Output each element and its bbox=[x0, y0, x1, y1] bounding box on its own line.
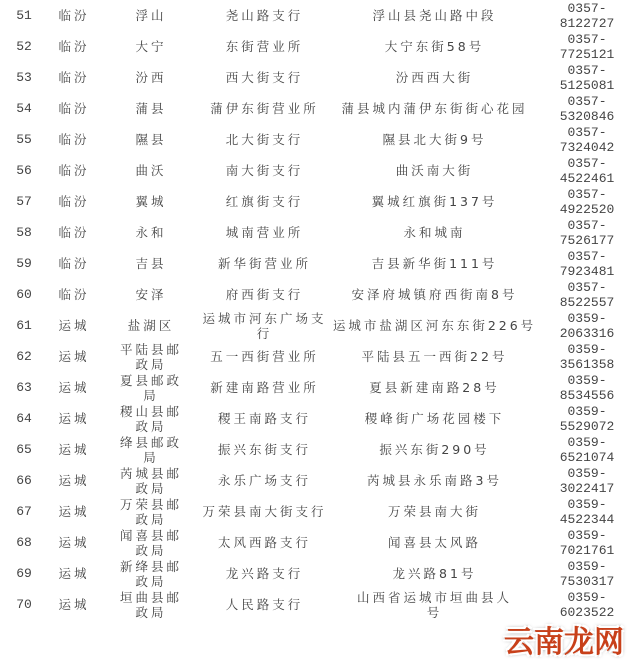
phone-number: 5320846 bbox=[559, 108, 615, 124]
address-cell bbox=[327, 434, 542, 465]
city-cell: 运城 bbox=[58, 318, 90, 333]
phone-cell bbox=[542, 465, 632, 496]
row-number: 65 bbox=[16, 442, 32, 457]
row-number: 63 bbox=[16, 380, 32, 395]
address-cell bbox=[327, 310, 542, 341]
table-row bbox=[0, 186, 632, 217]
table-row bbox=[0, 279, 632, 310]
phone-area: 0359- bbox=[567, 589, 607, 605]
county-cell bbox=[100, 155, 202, 186]
phone-number: 4522461 bbox=[559, 170, 615, 186]
phone-number: 6023522 bbox=[559, 604, 615, 620]
phone-area: 0357- bbox=[567, 0, 607, 16]
table-row bbox=[0, 403, 632, 434]
phone-cell bbox=[542, 124, 632, 155]
county-cell bbox=[100, 62, 202, 93]
phone-area: 0357- bbox=[567, 62, 607, 78]
city-cell: 运城 bbox=[58, 566, 90, 581]
phone-number: 7923481 bbox=[559, 263, 615, 279]
phone-area: 0357- bbox=[567, 93, 607, 109]
phone-cell bbox=[542, 527, 632, 558]
branch-cell: 城南营业所 bbox=[225, 225, 304, 240]
address-text-line2: 号 bbox=[426, 604, 443, 620]
branch-cell: 振兴东街支行 bbox=[217, 442, 311, 457]
table-row bbox=[0, 496, 632, 527]
address-cell bbox=[327, 93, 542, 124]
city-cell: 临汾 bbox=[58, 132, 90, 147]
table-row bbox=[0, 62, 632, 93]
city-cell: 运城 bbox=[58, 535, 90, 550]
table-row bbox=[0, 310, 632, 341]
table-row bbox=[0, 589, 632, 620]
phone-cell bbox=[542, 93, 632, 124]
row-number: 64 bbox=[16, 411, 32, 426]
address-cell bbox=[327, 527, 542, 558]
city-cell: 运城 bbox=[58, 380, 90, 395]
county-text: 绛县邮政局 bbox=[119, 434, 182, 465]
county-text: 安泽 bbox=[135, 287, 167, 302]
phone-cell bbox=[542, 341, 632, 372]
phone-number: 6521074 bbox=[559, 449, 615, 465]
address-text: 大宁东街58号 bbox=[384, 39, 485, 54]
phone-area: 0359- bbox=[567, 496, 607, 512]
address-text: 龙兴路81号 bbox=[392, 566, 477, 581]
city-cell: 临汾 bbox=[58, 194, 90, 209]
address-text: 万荣县南大街 bbox=[387, 504, 481, 519]
row-number: 60 bbox=[16, 287, 32, 302]
phone-area: 0359- bbox=[567, 434, 607, 450]
phone-cell bbox=[542, 310, 632, 341]
phone-cell bbox=[542, 155, 632, 186]
table-row bbox=[0, 465, 632, 496]
phone-number: 8122727 bbox=[559, 15, 615, 31]
county-cell bbox=[100, 403, 202, 434]
county-text: 蒲县 bbox=[135, 101, 167, 116]
county-cell bbox=[100, 186, 202, 217]
address-text: 运城市盐湖区河东东街226号 bbox=[332, 318, 537, 333]
phone-area: 0359- bbox=[567, 310, 607, 326]
county-cell bbox=[100, 558, 202, 589]
county-text: 翼城 bbox=[135, 194, 167, 209]
branch-cell: 新建南路营业所 bbox=[210, 380, 319, 395]
phone-number: 8522557 bbox=[559, 294, 615, 310]
phone-area: 0359- bbox=[567, 372, 607, 388]
phone-number: 7324042 bbox=[559, 139, 615, 155]
city-cell: 临汾 bbox=[58, 39, 90, 54]
table-row bbox=[0, 558, 632, 589]
address-text: 曲沃南大街 bbox=[395, 163, 474, 178]
county-text: 汾西 bbox=[135, 70, 167, 85]
address-text: 浮山县尧山路中段 bbox=[372, 8, 497, 23]
address-text: 夏县新建南路28号 bbox=[369, 380, 500, 395]
branch-cell: 北大街支行 bbox=[225, 132, 304, 147]
city-cell: 运城 bbox=[58, 442, 90, 457]
county-text: 万荣县邮政局 bbox=[119, 496, 182, 527]
phone-cell bbox=[542, 496, 632, 527]
row-number: 67 bbox=[16, 504, 32, 519]
branch-cell: 府西街支行 bbox=[225, 287, 304, 302]
phone-number: 4522344 bbox=[559, 511, 615, 527]
city-cell: 运城 bbox=[58, 597, 90, 612]
branch-cell: 稷王南路支行 bbox=[217, 411, 311, 426]
address-text: 隰县北大街9号 bbox=[382, 132, 487, 147]
branch-cell: 永乐广场支行 bbox=[217, 473, 311, 488]
county-cell bbox=[100, 310, 202, 341]
branch-cell: 太风西路支行 bbox=[217, 535, 311, 550]
address-cell bbox=[327, 62, 542, 93]
address-cell bbox=[327, 0, 542, 31]
address-text: 吉县新华街111号 bbox=[371, 256, 498, 271]
county-text: 新绛县邮政局 bbox=[119, 558, 182, 589]
address-cell bbox=[327, 186, 542, 217]
phone-area: 0357- bbox=[567, 124, 607, 140]
branch-cell: 运城市河东广场支行 bbox=[202, 310, 327, 341]
address-cell bbox=[327, 155, 542, 186]
branch-cell: 龙兴路支行 bbox=[225, 566, 304, 581]
address-text: 芮城县永乐南路3号 bbox=[367, 473, 502, 488]
table-row bbox=[0, 434, 632, 465]
phone-cell bbox=[542, 558, 632, 589]
city-cell: 运城 bbox=[58, 504, 90, 519]
city-cell: 临汾 bbox=[58, 101, 90, 116]
row-number: 61 bbox=[16, 318, 32, 333]
address-text: 平陆县五一西街22号 bbox=[361, 349, 508, 364]
phone-cell bbox=[542, 589, 632, 620]
branch-cell: 西大街支行 bbox=[225, 70, 304, 85]
phone-cell bbox=[542, 217, 632, 248]
phone-number: 3022417 bbox=[559, 480, 615, 496]
county-text: 夏县邮政局 bbox=[119, 372, 182, 403]
city-cell: 运城 bbox=[58, 473, 90, 488]
county-text: 闻喜县邮政局 bbox=[119, 527, 182, 558]
row-number: 51 bbox=[16, 8, 32, 23]
table-row bbox=[0, 372, 632, 403]
city-cell: 临汾 bbox=[58, 8, 90, 23]
row-number: 66 bbox=[16, 473, 32, 488]
address-text: 翼城红旗街137号 bbox=[371, 194, 498, 209]
city-cell: 临汾 bbox=[58, 225, 90, 240]
address-cell bbox=[327, 217, 542, 248]
row-number: 69 bbox=[16, 566, 32, 581]
county-text: 盐湖区 bbox=[127, 318, 175, 333]
phone-cell bbox=[542, 31, 632, 62]
county-cell bbox=[100, 217, 202, 248]
city-cell: 运城 bbox=[58, 411, 90, 426]
branch-cell: 红旗街支行 bbox=[225, 194, 304, 209]
city-cell: 临汾 bbox=[58, 70, 90, 85]
address-text: 闻喜县太风路 bbox=[387, 535, 481, 550]
row-number: 62 bbox=[16, 349, 32, 364]
phone-area: 0359- bbox=[567, 341, 607, 357]
address-text: 汾西西大街 bbox=[395, 70, 474, 85]
phone-cell bbox=[542, 248, 632, 279]
branch-cell: 尧山路支行 bbox=[225, 8, 304, 23]
county-cell bbox=[100, 341, 202, 372]
phone-area: 0357- bbox=[567, 186, 607, 202]
phone-cell bbox=[542, 372, 632, 403]
phone-area: 0359- bbox=[567, 527, 607, 543]
table-row bbox=[0, 217, 632, 248]
table-row bbox=[0, 124, 632, 155]
branch-cell: 南大街支行 bbox=[225, 163, 304, 178]
address-text: 稷峰街广场花园楼下 bbox=[364, 411, 505, 426]
row-number: 56 bbox=[16, 163, 32, 178]
row-number: 59 bbox=[16, 256, 32, 271]
phone-number: 7526177 bbox=[559, 232, 615, 248]
address-cell bbox=[327, 465, 542, 496]
table-row bbox=[0, 155, 632, 186]
branch-cell: 五一西街营业所 bbox=[210, 349, 319, 364]
phone-area: 0359- bbox=[567, 465, 607, 481]
county-cell bbox=[100, 0, 202, 31]
address-text: 永和城南 bbox=[403, 225, 466, 240]
row-number: 55 bbox=[16, 132, 32, 147]
phone-area: 0357- bbox=[567, 155, 607, 171]
county-text: 吉县 bbox=[135, 256, 167, 271]
table-row bbox=[0, 0, 632, 31]
address-text: 山西省运城市垣曲县人 bbox=[356, 589, 512, 605]
address-cell bbox=[327, 124, 542, 155]
table-row bbox=[0, 248, 632, 279]
county-text: 隰县 bbox=[135, 132, 167, 147]
phone-cell bbox=[542, 403, 632, 434]
county-cell bbox=[100, 124, 202, 155]
county-cell bbox=[100, 465, 202, 496]
county-text: 芮城县邮政局 bbox=[119, 465, 182, 496]
branch-cell: 新华街营业所 bbox=[217, 256, 311, 271]
branch-cell: 东街营业所 bbox=[225, 39, 304, 54]
county-text: 永和 bbox=[135, 225, 167, 240]
row-number: 53 bbox=[16, 70, 32, 85]
phone-cell bbox=[542, 0, 632, 31]
phone-area: 0359- bbox=[567, 403, 607, 419]
watermark-logo: 云南龙网 bbox=[504, 625, 624, 660]
address-cell bbox=[327, 372, 542, 403]
address-cell bbox=[327, 403, 542, 434]
branch-cell: 蒲伊东街营业所 bbox=[210, 101, 319, 116]
phone-cell bbox=[542, 434, 632, 465]
address-cell bbox=[327, 279, 542, 310]
table-row bbox=[0, 31, 632, 62]
phone-number: 4922520 bbox=[559, 201, 615, 217]
phone-area: 0357- bbox=[567, 248, 607, 264]
county-cell bbox=[100, 589, 202, 620]
phone-area: 0357- bbox=[567, 31, 607, 47]
phone-number: 7725121 bbox=[559, 46, 615, 62]
city-cell: 运城 bbox=[58, 349, 90, 364]
phone-cell bbox=[542, 186, 632, 217]
county-cell bbox=[100, 248, 202, 279]
branch-cell: 万荣县南大街支行 bbox=[202, 504, 327, 519]
city-cell: 临汾 bbox=[58, 287, 90, 302]
address-cell bbox=[327, 589, 542, 620]
county-cell bbox=[100, 527, 202, 558]
phone-number: 7530317 bbox=[559, 573, 615, 589]
row-number: 68 bbox=[16, 535, 32, 550]
county-text: 大宁 bbox=[135, 39, 167, 54]
row-number: 57 bbox=[16, 194, 32, 209]
city-cell: 临汾 bbox=[58, 163, 90, 178]
county-cell bbox=[100, 496, 202, 527]
county-text: 曲沃 bbox=[135, 163, 167, 178]
county-text: 稷山县邮政局 bbox=[119, 403, 182, 434]
county-cell bbox=[100, 279, 202, 310]
phone-cell bbox=[542, 279, 632, 310]
city-cell: 临汾 bbox=[58, 256, 90, 271]
row-number: 70 bbox=[16, 597, 32, 612]
address-cell bbox=[327, 248, 542, 279]
row-number: 54 bbox=[16, 101, 32, 116]
county-text: 浮山 bbox=[135, 8, 167, 23]
phone-cell bbox=[542, 62, 632, 93]
row-number: 52 bbox=[16, 39, 32, 54]
table-row bbox=[0, 93, 632, 124]
county-cell bbox=[100, 434, 202, 465]
table-row bbox=[0, 527, 632, 558]
county-cell bbox=[100, 372, 202, 403]
address-cell bbox=[327, 31, 542, 62]
phone-number: 2063316 bbox=[559, 325, 615, 341]
address-cell bbox=[327, 341, 542, 372]
county-cell bbox=[100, 31, 202, 62]
branch-cell: 人民路支行 bbox=[225, 597, 304, 612]
county-cell bbox=[100, 93, 202, 124]
address-cell bbox=[327, 558, 542, 589]
phone-area: 0357- bbox=[567, 279, 607, 295]
county-text: 平陆县邮政局 bbox=[119, 341, 182, 372]
phone-area: 0359- bbox=[567, 558, 607, 574]
address-text: 振兴东街290号 bbox=[379, 442, 490, 457]
address-cell bbox=[327, 496, 542, 527]
phone-number: 5125081 bbox=[559, 77, 615, 93]
phone-number: 3561358 bbox=[559, 356, 615, 372]
address-text: 蒲县城内蒲伊东街街心花园 bbox=[341, 101, 528, 116]
county-text: 垣曲县邮政局 bbox=[119, 589, 182, 620]
table-row bbox=[0, 341, 632, 372]
phone-number: 8534556 bbox=[559, 387, 615, 403]
phone-area: 0357- bbox=[567, 217, 607, 233]
address-text: 安泽府城镇府西街南8号 bbox=[351, 287, 518, 302]
phone-number: 5529072 bbox=[559, 418, 615, 434]
row-number: 58 bbox=[16, 225, 32, 240]
phone-number: 7021761 bbox=[559, 542, 615, 558]
